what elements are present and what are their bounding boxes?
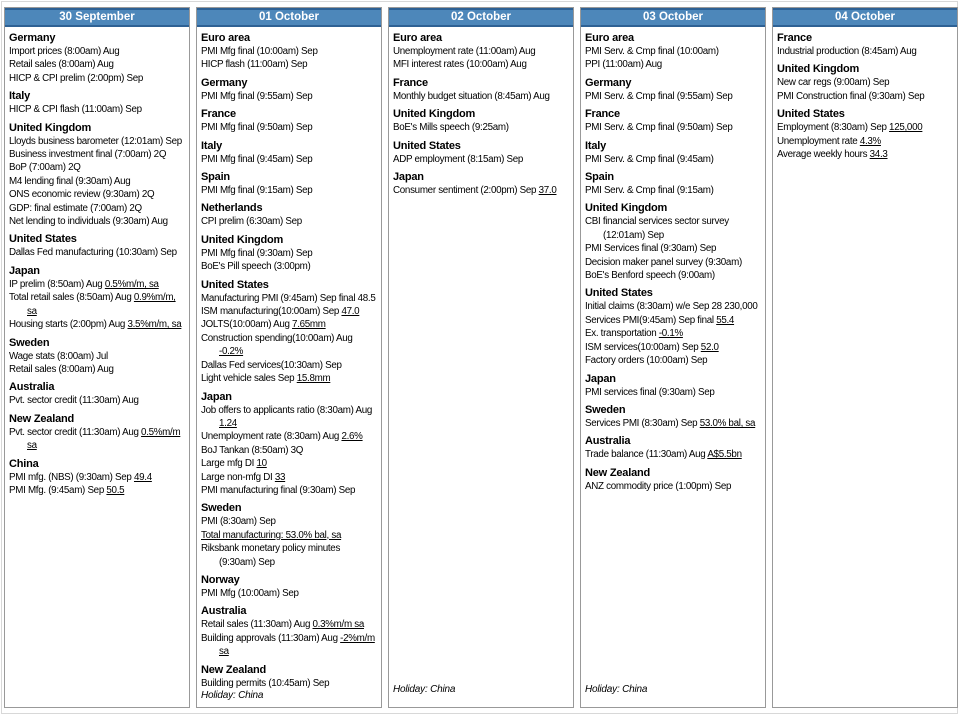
country-section xyxy=(393,107,569,134)
event-value: A$5.5bn xyxy=(707,449,742,461)
event-text: CPI prelim (6:30am) Sep xyxy=(201,216,302,228)
event-item xyxy=(9,318,185,331)
country-section xyxy=(9,380,185,407)
event-value: -2%m/m sa xyxy=(219,632,375,658)
event-item xyxy=(201,318,377,331)
event-text: PMI Mfg (10:00am) Sep xyxy=(201,587,299,599)
country-section xyxy=(393,170,569,197)
country-section xyxy=(9,412,185,453)
event-item xyxy=(9,278,185,291)
country-section xyxy=(585,107,761,134)
event-text: Business investment final (7:00am) 2Q xyxy=(9,149,167,161)
event-text: Pvt. sector credit (11:30am) Aug xyxy=(9,426,142,438)
event-text: Lloyds business barometer (12:01am) Sep xyxy=(9,135,182,147)
day-header: 04 October xyxy=(773,8,957,27)
country-section xyxy=(585,201,761,282)
event-text: Riksbank monetary policy minutes (9:30am) Sep xyxy=(201,543,341,568)
event-value: 33 xyxy=(274,471,286,483)
event-text: New car regs (9:00am) Sep xyxy=(777,77,890,89)
country-name: United Kingdom xyxy=(777,63,860,76)
event-text: Unemployment rate xyxy=(777,135,860,147)
event-item xyxy=(201,359,377,372)
country-name: France xyxy=(777,32,812,44)
event-item xyxy=(585,354,761,367)
day-column xyxy=(772,7,958,708)
event-text: PMI Services final (9:30am) Sep xyxy=(585,243,717,255)
day-events xyxy=(5,27,189,707)
event-text: Retail sales (11:30am) Aug xyxy=(201,619,313,631)
country-name: United States xyxy=(393,139,461,152)
event-item xyxy=(585,153,761,166)
event-item xyxy=(201,247,377,260)
country-name: Sweden xyxy=(585,403,626,416)
event-text: Services PMI (8:30am) Sep xyxy=(585,417,700,429)
day-header: 02 October xyxy=(389,8,573,27)
event-text: ONS economic review (9:30am) 2Q xyxy=(9,189,155,201)
event-item xyxy=(201,677,377,690)
country-section xyxy=(201,31,377,72)
event-value: 50.5 xyxy=(106,484,125,496)
country-section xyxy=(9,457,185,498)
event-value: 15.8mm xyxy=(296,373,331,385)
country-section xyxy=(777,31,953,58)
event-item xyxy=(201,618,377,631)
event-item xyxy=(201,90,377,103)
country-name: New Zealand xyxy=(585,466,651,479)
event-text: Initial claims (8:30am) w/e Sep 28 230,000 xyxy=(585,301,758,313)
event-text: Average weekly hours xyxy=(777,149,870,161)
event-text: M4 lending final (9:30am) Aug xyxy=(9,175,131,187)
day-header: 01 October xyxy=(197,8,381,27)
event-item xyxy=(201,215,377,228)
event-item xyxy=(585,215,761,242)
country-name: Spain xyxy=(201,171,230,184)
country-section xyxy=(393,31,569,72)
country-section xyxy=(9,31,185,85)
event-text: PPI (11:00am) Aug xyxy=(585,59,662,71)
event-value: 3.5%m/m, sa xyxy=(127,319,182,331)
country-name: United Kingdom xyxy=(201,233,284,246)
event-item xyxy=(201,45,377,58)
country-name: France xyxy=(201,108,236,121)
country-name: Netherlands xyxy=(201,202,263,215)
event-text: PMI Serv. & Cmp final (10:00am) xyxy=(585,46,719,57)
country-section xyxy=(585,403,761,430)
country-name: Australia xyxy=(9,381,55,394)
event-item xyxy=(201,457,377,470)
event-item xyxy=(777,135,953,148)
event-item xyxy=(9,161,185,174)
event-text: BoP (7:00am) 2Q xyxy=(9,162,81,174)
event-item xyxy=(201,542,377,569)
event-item xyxy=(393,184,569,197)
day-events xyxy=(197,27,381,707)
country-name: Spain xyxy=(585,171,614,184)
event-text: HICP & CPI flash (11:00am) Sep xyxy=(9,104,142,116)
event-item xyxy=(393,121,569,134)
event-item xyxy=(9,188,185,201)
event-text: PMI Serv. & Cmp final (9:15am) xyxy=(585,185,714,197)
country-name: Sweden xyxy=(201,502,242,515)
day-column xyxy=(4,7,190,708)
event-item xyxy=(777,76,953,89)
event-item xyxy=(201,515,377,528)
event-text: PMI manufacturing final (9:30am) Sep xyxy=(201,484,356,496)
event-text: Monthly budget situation (8:45am) Aug xyxy=(393,90,550,102)
day-header: 30 September xyxy=(5,8,189,27)
country-name: New Zealand xyxy=(201,663,267,676)
event-text: Consumer sentiment (2:00pm) Sep xyxy=(393,185,539,197)
country-section xyxy=(9,89,185,116)
country-section xyxy=(201,278,377,386)
event-text: Wage stats (8:00am) Jul xyxy=(9,350,108,362)
country-section xyxy=(201,201,377,228)
event-value: 0.9%m/m, sa xyxy=(27,292,176,317)
event-item xyxy=(777,148,953,161)
event-text: Net lending to individuals (9:30am) Aug xyxy=(9,216,168,228)
country-name: Italy xyxy=(585,139,607,152)
country-section xyxy=(585,466,761,493)
country-section xyxy=(201,573,377,600)
event-value: -0.1% xyxy=(658,328,683,340)
event-item xyxy=(585,314,761,327)
event-item xyxy=(201,529,377,542)
event-value: 52.0 xyxy=(700,341,719,353)
event-value: 7.65mm xyxy=(292,319,326,331)
event-item xyxy=(585,45,761,58)
event-value: 4.3% xyxy=(859,135,881,147)
event-text: BoE's Mills speech (9:25am) xyxy=(393,122,509,134)
event-value: 34.3 xyxy=(869,149,888,161)
event-value: 55.4 xyxy=(716,314,735,326)
event-text: ADP employment (8:15am) Sep xyxy=(393,153,524,165)
event-item xyxy=(201,153,377,166)
country-section xyxy=(585,76,761,103)
day-column xyxy=(196,7,382,708)
economic-calendar-week xyxy=(4,7,958,708)
event-text: Unemployment rate (8:30am) Aug xyxy=(201,431,342,443)
event-item xyxy=(9,363,185,376)
event-item xyxy=(585,58,761,71)
country-name: Euro area xyxy=(393,32,442,44)
country-section xyxy=(9,336,185,377)
event-text: PMI Mfg final (10:00am) Sep xyxy=(201,46,318,57)
country-name: New Zealand xyxy=(9,412,75,425)
event-text: Dallas Fed manufacturing (10:30am) Sep xyxy=(9,247,177,259)
country-section xyxy=(201,170,377,197)
country-name: Italy xyxy=(9,90,31,103)
country-name: Japan xyxy=(9,264,40,277)
day-events xyxy=(581,27,765,707)
event-text: BoE's Pill speech (3:00pm) xyxy=(201,261,311,273)
event-text: PMI (8:30am) Sep xyxy=(201,516,276,528)
event-item xyxy=(9,215,185,228)
country-section xyxy=(201,139,377,166)
country-name: Sweden xyxy=(9,336,50,349)
event-text: JOLTS(10:00am) Aug xyxy=(201,319,293,331)
country-section xyxy=(393,139,569,166)
event-text: Industrial production (8:45am) Aug xyxy=(777,46,917,57)
day-column xyxy=(580,7,766,708)
country-section xyxy=(201,604,377,658)
event-value: 2.6% xyxy=(341,431,363,443)
event-item xyxy=(9,394,185,407)
country-name: United States xyxy=(585,287,653,300)
event-item xyxy=(393,45,569,58)
country-name: Australia xyxy=(201,605,247,618)
country-section xyxy=(585,31,761,72)
event-item xyxy=(585,417,761,430)
country-name: France xyxy=(585,108,620,121)
event-text: ANZ commodity price (1:00pm) Sep xyxy=(585,480,732,492)
country-section xyxy=(585,139,761,166)
event-item xyxy=(585,184,761,197)
event-item xyxy=(201,372,377,385)
event-item xyxy=(201,587,377,600)
country-name: United Kingdom xyxy=(585,202,668,215)
event-item xyxy=(9,58,185,71)
event-text: Factory orders (10:00am) Sep xyxy=(585,355,708,367)
event-text: PMI services final (9:30am) Sep xyxy=(585,386,715,398)
event-text: Light vehicle sales Sep xyxy=(201,373,297,385)
event-item xyxy=(585,448,761,461)
event-text: Dallas Fed services(10:30am) Sep xyxy=(201,359,342,371)
event-text: Manufacturing PMI (9:45am) Sep final 48.5 xyxy=(201,292,376,304)
event-text: PMI Mfg. (9:45am) Sep xyxy=(9,484,107,496)
event-item xyxy=(9,350,185,363)
event-text: Ex. transportation xyxy=(585,328,659,340)
event-text: Building permits (10:45am) Sep xyxy=(201,677,330,689)
event-item xyxy=(9,471,185,484)
country-name: Japan xyxy=(393,171,424,184)
event-item xyxy=(201,121,377,134)
event-item xyxy=(585,341,761,354)
event-text: HICP & CPI prelim (2:00pm) Sep xyxy=(9,72,144,84)
country-name: Japan xyxy=(201,390,232,403)
event-text: PMI Serv. & Cmp final (9:45am) xyxy=(585,153,714,165)
event-item xyxy=(201,444,377,457)
country-section xyxy=(9,264,185,332)
event-value: 0.5%m/m sa xyxy=(27,426,181,452)
event-text: IP prelim (8:50am) Aug xyxy=(9,278,105,290)
event-text: PMI mfg. (NBS) (9:30am) Sep xyxy=(9,471,134,483)
country-section xyxy=(201,390,377,498)
event-item xyxy=(393,90,569,103)
event-text: Large non-mfg DI xyxy=(201,471,275,483)
event-value: Total manufacturing: 53.0% bal, sa xyxy=(201,529,342,541)
event-text: BoJ Tankan (8:50am) 3Q xyxy=(201,444,304,456)
event-text: Decision maker panel survey (9:30am) xyxy=(585,256,742,268)
event-text: MFI interest rates (10:00am) Aug xyxy=(393,59,527,71)
event-value: 10 xyxy=(256,458,267,470)
event-item xyxy=(585,300,761,313)
event-text: Retail sales (8:00am) Aug xyxy=(9,363,114,375)
event-item xyxy=(777,121,953,134)
country-name: Norway xyxy=(201,573,240,586)
event-item xyxy=(585,121,761,134)
holiday-note: Holiday: China xyxy=(201,690,264,701)
country-name: France xyxy=(393,76,428,89)
event-text: PMI Serv. & Cmp final (9:50am) Sep xyxy=(585,122,733,134)
event-item xyxy=(201,404,377,431)
country-section xyxy=(777,107,953,161)
event-text: PMI Serv. & Cmp final (9:55am) Sep xyxy=(585,90,733,102)
event-item xyxy=(585,90,761,103)
country-name: United States xyxy=(777,108,845,121)
country-name: Euro area xyxy=(585,32,634,44)
event-item xyxy=(9,291,185,318)
event-item xyxy=(585,327,761,340)
event-value: 49.4 xyxy=(133,471,152,483)
event-item xyxy=(585,480,761,493)
event-item xyxy=(9,246,185,259)
country-name: United States xyxy=(201,278,269,291)
event-text: PMI Mfg final (9:15am) Sep xyxy=(201,185,313,197)
country-name: United Kingdom xyxy=(393,108,476,121)
holiday-note: Holiday: China xyxy=(393,684,456,695)
event-text: Total retail sales (8:50am) Aug xyxy=(9,292,134,304)
country-section xyxy=(201,107,377,134)
event-text: PMI Mfg final (9:45am) Sep xyxy=(201,153,313,165)
day-events xyxy=(389,27,573,707)
event-text: CBI financial services sector survey (12:01am) Sep xyxy=(585,216,729,241)
event-text: Large mfg DI xyxy=(201,458,257,470)
event-item xyxy=(201,430,377,443)
event-text: Employment (8:30am) Sep xyxy=(777,122,890,134)
event-text: Construction spending(10:00am) Aug xyxy=(201,332,353,344)
country-name: Italy xyxy=(201,139,223,152)
country-name: Japan xyxy=(585,372,616,385)
country-section xyxy=(201,76,377,103)
event-text: Import prices (8:00am) Aug xyxy=(9,46,120,57)
event-text: Trade balance (11:30am) Aug xyxy=(585,449,708,461)
country-section xyxy=(201,663,377,690)
event-item xyxy=(585,386,761,399)
event-value: 53.0% bal, sa xyxy=(699,417,756,429)
event-item xyxy=(201,260,377,273)
event-text: Retail sales (8:00am) Aug xyxy=(9,59,114,71)
calendar-page xyxy=(1,1,958,714)
event-text: Housing starts (2:00pm) Aug xyxy=(9,319,128,331)
country-section xyxy=(585,372,761,399)
event-value: 125,000 xyxy=(889,122,923,134)
event-item xyxy=(201,484,377,497)
event-text: PMI Mfg final (9:30am) Sep xyxy=(201,247,313,259)
country-name: Euro area xyxy=(201,32,250,44)
event-item xyxy=(9,72,185,85)
country-section xyxy=(777,62,953,103)
event-item xyxy=(201,632,377,659)
event-item xyxy=(9,103,185,116)
event-text: HICP flash (11:00am) Sep xyxy=(201,59,308,71)
event-text: Job offers to applicants ratio (8:30am) Aug xyxy=(201,404,372,416)
event-item xyxy=(201,471,377,484)
event-item xyxy=(9,484,185,497)
event-value: 1.24 xyxy=(219,417,237,429)
country-section xyxy=(201,501,377,569)
event-value: 47.0 xyxy=(341,306,360,318)
country-name: China xyxy=(9,457,39,470)
event-text: GDP: final estimate (7:00am) 2Q xyxy=(9,202,142,214)
day-header: 03 October xyxy=(581,8,765,27)
event-item xyxy=(777,90,953,103)
event-item xyxy=(585,242,761,255)
event-text: PMI Mfg final (9:50am) Sep xyxy=(201,122,313,134)
day-column xyxy=(388,7,574,708)
event-item xyxy=(9,426,185,453)
event-item xyxy=(9,148,185,161)
event-text: Unemployment rate (11:00am) Aug xyxy=(393,46,536,57)
event-text: PMI Mfg final (9:55am) Sep xyxy=(201,90,313,102)
event-item xyxy=(201,184,377,197)
country-section xyxy=(585,434,761,461)
event-item xyxy=(9,175,185,188)
country-name: Australia xyxy=(585,435,631,448)
country-section xyxy=(9,121,185,229)
event-value: -0.2% xyxy=(219,346,244,358)
event-item xyxy=(201,292,377,305)
event-item xyxy=(393,58,569,71)
country-section xyxy=(585,286,761,367)
event-text: ISM manufacturing(10:00am) Sep xyxy=(201,306,342,318)
country-name: United Kingdom xyxy=(9,121,92,134)
event-item xyxy=(201,305,377,318)
event-text: Services PMI(9:45am) Sep final xyxy=(585,314,717,326)
holiday-note: Holiday: China xyxy=(585,684,648,695)
country-section xyxy=(393,76,569,103)
event-value: 0.5%m/m, sa xyxy=(104,278,159,290)
event-value: 37.0 xyxy=(538,185,557,197)
event-item xyxy=(201,58,377,71)
event-item xyxy=(777,45,953,58)
country-section xyxy=(9,232,185,259)
event-value: 0.3%m/m sa xyxy=(312,619,364,631)
event-item xyxy=(393,153,569,166)
country-name: Germany xyxy=(9,32,56,44)
event-item xyxy=(585,269,761,282)
country-name: United States xyxy=(9,233,77,246)
event-text: Building approvals (11:30am) Aug xyxy=(201,632,341,644)
event-item xyxy=(9,45,185,58)
country-name: Germany xyxy=(201,76,248,89)
event-item xyxy=(201,332,377,359)
event-item xyxy=(585,256,761,269)
day-events xyxy=(773,27,957,707)
event-text: BoE's Benford speech (9:00am) xyxy=(585,270,715,282)
event-item xyxy=(9,202,185,215)
country-section xyxy=(585,170,761,197)
event-text: ISM services(10:00am) Sep xyxy=(585,341,701,353)
country-name: Germany xyxy=(585,76,632,89)
country-section xyxy=(201,233,377,274)
event-item xyxy=(9,135,185,148)
event-text: PMI Construction final (9:30am) Sep xyxy=(777,90,925,102)
event-text: Pvt. sector credit (11:30am) Aug xyxy=(9,395,139,407)
